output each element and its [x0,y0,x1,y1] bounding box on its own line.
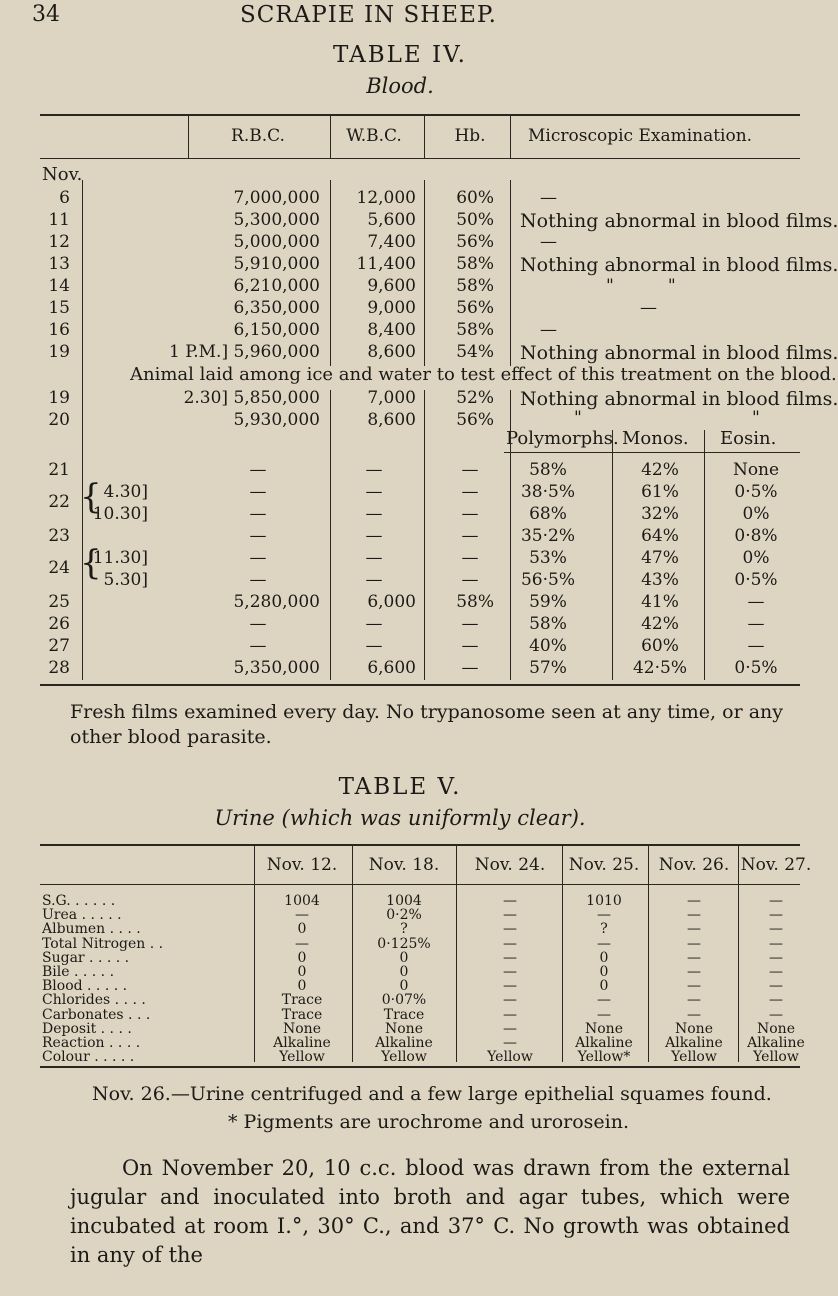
urine-row-label: Blood . . . . . [42,978,128,994]
row-wbc: 6,600 [367,658,416,678]
row-wbc: — [365,504,383,524]
header-monos: Monos. [622,428,689,449]
row-eosin: 0·5% [734,658,778,678]
col-divider [254,846,255,1062]
row-hb: 58% [456,276,494,296]
row-hb: 58% [456,254,494,274]
urine-cell: — [769,978,783,994]
row-eosin: — [747,592,765,612]
row-hb: — [461,526,479,546]
row-rbc: — [249,548,267,568]
header-eosin: Eosin. [720,428,777,449]
urine-cell: Yellow* [577,1049,631,1065]
row-day: 23 [48,526,70,546]
row-hb: — [461,504,479,524]
column-header: Nov. 25. [568,855,640,875]
row-eosin: 0·5% [734,570,778,590]
urine-cell: — [503,1021,517,1037]
col-divider [510,116,511,158]
urine-row-label: Albumen . . . . [42,921,141,937]
month-label: Nov. [42,164,83,185]
urine-cell: 0·2% [386,907,422,923]
urine-cell: 0 [599,978,609,994]
row-micro: — [540,188,557,208]
urine-row-label: Colour . . . . . [42,1049,135,1065]
col-divider [424,116,425,158]
urine-cell: Yellow [487,1049,533,1065]
urine-row-label: Sugar . . . . . [42,950,130,966]
row-monos: 61% [641,482,679,502]
table-iv-title: TABLE IV. [333,42,467,68]
row-rbc: — [249,504,267,524]
brace-22: { [80,477,102,517]
row-day: 27 [48,636,70,656]
urine-cell: Yellow [279,1049,325,1065]
urine-cell: — [769,936,783,952]
table-v-bottom-rule [40,1066,800,1068]
row-day: 6 [59,188,70,208]
row-eosin: None [732,460,780,480]
urine-row-label: S.G. . . . . . [42,893,116,909]
row-polymorphs: 59% [529,592,567,612]
table-iv-bottom-rule [40,684,800,686]
row-monos: 47% [641,548,679,568]
ditto-mark: " [574,408,582,428]
row-time: 4.30] [103,482,148,502]
row-hb: — [461,570,479,590]
row-wbc: 5,600 [367,210,416,230]
urine-cell: 0 [297,978,307,994]
row-monos: 42·5% [632,658,688,678]
row-time: 11.30] [92,548,148,568]
urine-cell: — [687,1007,701,1023]
row-micro: Nothing abnormal in blood films. [520,388,838,410]
row-wbc: 7,400 [367,232,416,252]
row-hb: 56% [456,298,494,318]
urine-cell: — [769,907,783,923]
row-rbc: 5,300,000 [233,210,320,230]
urine-cell: Trace [383,1007,425,1023]
table-v-title: TABLE V. [338,774,462,800]
urine-cell: — [503,921,517,937]
row-eosin: 0% [742,504,770,524]
urine-cell: Alkaline [665,1035,723,1051]
running-head [32,2,760,32]
column-header: Nov. 12. [266,855,338,875]
urine-cell: 0·07% [381,992,427,1008]
row-rbc: — [249,614,267,634]
row-polymorphs: 58% [529,614,567,634]
row-polymorphs: 57% [529,658,567,678]
row-polymorphs: 58% [529,460,567,480]
urine-cell: 0 [297,921,307,937]
row-hb: — [461,482,479,502]
row-monos: 41% [641,592,679,612]
column-header: Nov. 27. [740,855,812,875]
urine-cell: None [757,1021,795,1037]
urine-cell: 1004 [386,893,422,909]
urine-cell: — [503,1007,517,1023]
row-monos: 42% [641,460,679,480]
urine-cell: Trace [281,992,323,1008]
row-wbc: 11,400 [356,254,416,274]
urine-cell: — [769,964,783,980]
col-divider [330,390,331,680]
urine-row-label: Carbonates . . . [42,1007,151,1023]
urine-cell: Yellow [381,1049,427,1065]
row-rbc: 7,000,000 [233,188,320,208]
table-v-header-rule [40,884,800,885]
row-day: 20 [48,410,70,430]
urine-cell: — [769,921,783,937]
row-wbc: — [365,614,383,634]
urine-cell: — [503,950,517,966]
row-hb: 50% [456,210,494,230]
row-wbc: 8,600 [367,342,416,362]
row-day: 21 [48,460,70,480]
row-hb: 52% [456,388,494,408]
row-hb: 58% [456,320,494,340]
header-hb: Hb. [454,126,486,146]
urine-cell: — [597,936,611,952]
row-micro: — [540,320,557,340]
row-rbc: 5,910,000 [233,254,320,274]
footnote-pigments: * Pigments are urochrome and urorosein. [228,1111,630,1133]
col-divider [330,180,331,366]
col-divider [738,846,739,1062]
row-wbc: — [365,460,383,480]
urine-cell: ? [600,921,608,937]
row-hb: — [461,636,479,656]
row-rbc: 5,000,000 [233,232,320,252]
row-day: 19 [48,388,70,408]
urine-cell: — [503,1035,517,1051]
urine-cell: None [283,1021,321,1037]
col-divider [612,430,613,680]
row-rbc: 6,210,000 [233,276,320,296]
urine-row-label: Chlorides . . . . [42,992,146,1008]
urine-cell: — [295,936,309,952]
row-wbc: 8,400 [367,320,416,340]
row-hb: 60% [456,188,494,208]
urine-cell: 0·125% [377,936,431,952]
row-wbc: 7,000 [367,388,416,408]
row-wbc: 12,000 [356,188,416,208]
table-iv-top-rule [40,114,800,116]
urine-cell: — [687,893,701,909]
urine-cell: 0 [399,978,409,994]
row-hb: 58% [456,592,494,612]
paragraph-fresh-films: Fresh films examined every day. No trypanosome seen at any time, or any other blood parasite. [70,701,783,748]
table-iv-header-rule [40,158,800,159]
row-day: 28 [48,658,70,678]
urine-cell: — [597,907,611,923]
row-rbc: — [249,636,267,656]
row-hb: — [461,658,479,678]
row-wbc: 6,000 [367,592,416,612]
table-iv-subtitle: Blood. [366,74,434,98]
row-day: 15 [48,298,70,318]
ditto-mark: " [752,408,760,428]
urine-cell: — [503,907,517,923]
row-polymorphs: 35·2% [520,526,576,546]
urine-cell: Alkaline [273,1035,331,1051]
row-rbc: 2.30] 5,850,000 [183,388,320,408]
urine-cell: None [675,1021,713,1037]
column-header: Nov. 24. [474,855,546,875]
col-divider [510,390,511,680]
row-monos: 64% [641,526,679,546]
row-micro: Nothing abnormal in blood films. [520,342,838,364]
brace-24: { [80,543,102,583]
row-wbc: 9,600 [367,276,416,296]
header-wbc: W.B.C. [346,126,402,146]
row-eosin: — [747,636,765,656]
urine-cell: Trace [281,1007,323,1023]
urine-cell: — [769,1007,783,1023]
col-divider [648,846,649,1062]
row-rbc: — [249,526,267,546]
urine-cell: — [503,978,517,994]
col-divider [330,116,331,158]
col-divider [352,846,353,1062]
running-title: SCRAPIE IN SHEEP. [240,2,497,28]
row-polymorphs: 68% [529,504,567,524]
row-wbc: — [365,570,383,590]
row-wbc: — [365,526,383,546]
sub-header-rule [504,452,800,453]
urine-cell: — [687,964,701,980]
row-polymorphs: 56·5% [520,570,576,590]
row-hb: 56% [456,232,494,252]
urine-cell: — [769,893,783,909]
row-day: 19 [48,342,70,362]
row-micro: Nothing abnormal in blood films. [520,254,838,276]
row-day: 24 [48,558,70,578]
urine-cell: Alkaline [375,1035,433,1051]
row-day: 14 [48,276,70,296]
row-day: 11 [48,210,70,230]
urine-cell: 0 [399,964,409,980]
row-eosin: 0% [742,548,770,568]
page-number: 34 [32,2,60,27]
urine-cell: — [687,950,701,966]
table-v-subtitle: Urine (which was uniformly clear). [214,806,586,830]
urine-cell: Alkaline [747,1035,805,1051]
urine-cell: 1004 [284,893,320,909]
row-eosin: 0·5% [734,482,778,502]
urine-cell: — [687,992,701,1008]
urine-cell: — [503,992,517,1008]
col-divider [188,116,189,158]
row-rbc: 5,930,000 [233,410,320,430]
header-polymorphs: Polymorphs. [506,428,619,449]
row-wbc: — [365,548,383,568]
urine-cell: Alkaline [575,1035,633,1051]
header-microscopic: Microscopic Examination. [528,126,753,146]
row-rbc: 5,280,000 [233,592,320,612]
urine-cell: — [503,936,517,952]
urine-cell: 0 [599,964,609,980]
paragraph-november-20: On November 20, 10 c.c. blood was drawn from the external jugular and inoculated into broth and agar tubes, which were incubated at room I.°, 30° C., and 37° C. No growth was obtained in any of the [70,1156,790,1267]
urine-cell: — [687,921,701,937]
urine-cell: Yellow [753,1049,799,1065]
urine-cell: None [585,1021,623,1037]
urine-cell: 0 [399,950,409,966]
row-wbc: — [365,636,383,656]
urine-cell: Yellow [671,1049,717,1065]
row-eosin: 0·8% [734,526,778,546]
urine-row-label: Deposit . . . . [42,1021,132,1037]
row-hb: 54% [456,342,494,362]
row-day: 22 [48,492,70,512]
note-centrifuged: Nov. 26.—Urine centrifuged and a few large epithelial squames found. [92,1083,772,1105]
row-monos: 32% [641,504,679,524]
row-micro: Nothing abnormal in blood films. [520,210,838,232]
row-polymorphs: 40% [529,636,567,656]
urine-cell: — [503,893,517,909]
col-divider [424,390,425,680]
urine-row-label: Reaction . . . . [42,1035,141,1051]
row-time: 5.30] [103,570,148,590]
row-eosin: — [747,614,765,634]
urine-row-label: Urea . . . . . [42,907,122,923]
row-micro-ditto: " " [606,276,676,296]
row-wbc: 9,000 [367,298,416,318]
header-rbc: R.B.C. [231,126,285,146]
urine-cell: None [385,1021,423,1037]
row-rbc: 6,350,000 [233,298,320,318]
row-wbc: — [365,482,383,502]
row-wbc: 8,600 [367,410,416,430]
row-polymorphs: 53% [529,548,567,568]
row-rbc: 6,150,000 [233,320,320,340]
row-hb: — [461,614,479,634]
ice-water-note: Animal laid among ice and water to test effect of this treatment on the blood. [130,364,837,385]
row-day: 13 [48,254,70,274]
col-divider [424,180,425,366]
urine-cell: — [295,907,309,923]
col-divider [456,846,457,1062]
urine-cell: ? [400,921,408,937]
row-rbc: — [249,482,267,502]
col-divider [562,846,563,1062]
col-divider [82,180,83,680]
urine-cell: 0 [599,950,609,966]
urine-cell: 1010 [586,893,622,909]
urine-cell: — [597,1007,611,1023]
urine-cell: — [687,907,701,923]
row-hb: — [461,460,479,480]
col-divider [704,430,705,680]
row-rbc: — [249,460,267,480]
row-rbc: 5,350,000 [233,658,320,678]
row-day: 16 [48,320,70,340]
row-monos: 60% [641,636,679,656]
row-monos: 43% [641,570,679,590]
column-header: Nov. 18. [368,855,440,875]
urine-cell: — [687,936,701,952]
urine-cell: — [687,978,701,994]
row-day: 12 [48,232,70,252]
row-hb: — [461,548,479,568]
urine-row-label: Total Nitrogen . . [42,936,164,952]
row-rbc: — [249,570,267,590]
row-micro: — [540,232,557,252]
urine-cell: — [769,992,783,1008]
row-day: 25 [48,592,70,612]
column-header: Nov. 26. [658,855,730,875]
urine-cell: 0 [297,964,307,980]
row-monos: 42% [641,614,679,634]
row-micro: — [640,298,657,318]
row-rbc: 1 P.M.] 5,960,000 [169,342,320,362]
urine-row-label: Bile . . . . . [42,964,115,980]
table-v-top-rule [40,844,800,846]
row-time: 10.30] [92,504,148,524]
urine-cell: — [597,992,611,1008]
urine-cell: — [769,950,783,966]
urine-cell: — [503,964,517,980]
row-hb: 56% [456,410,494,430]
urine-cell: 0 [297,950,307,966]
row-day: 26 [48,614,70,634]
col-divider [510,180,511,366]
row-polymorphs: 38·5% [520,482,576,502]
